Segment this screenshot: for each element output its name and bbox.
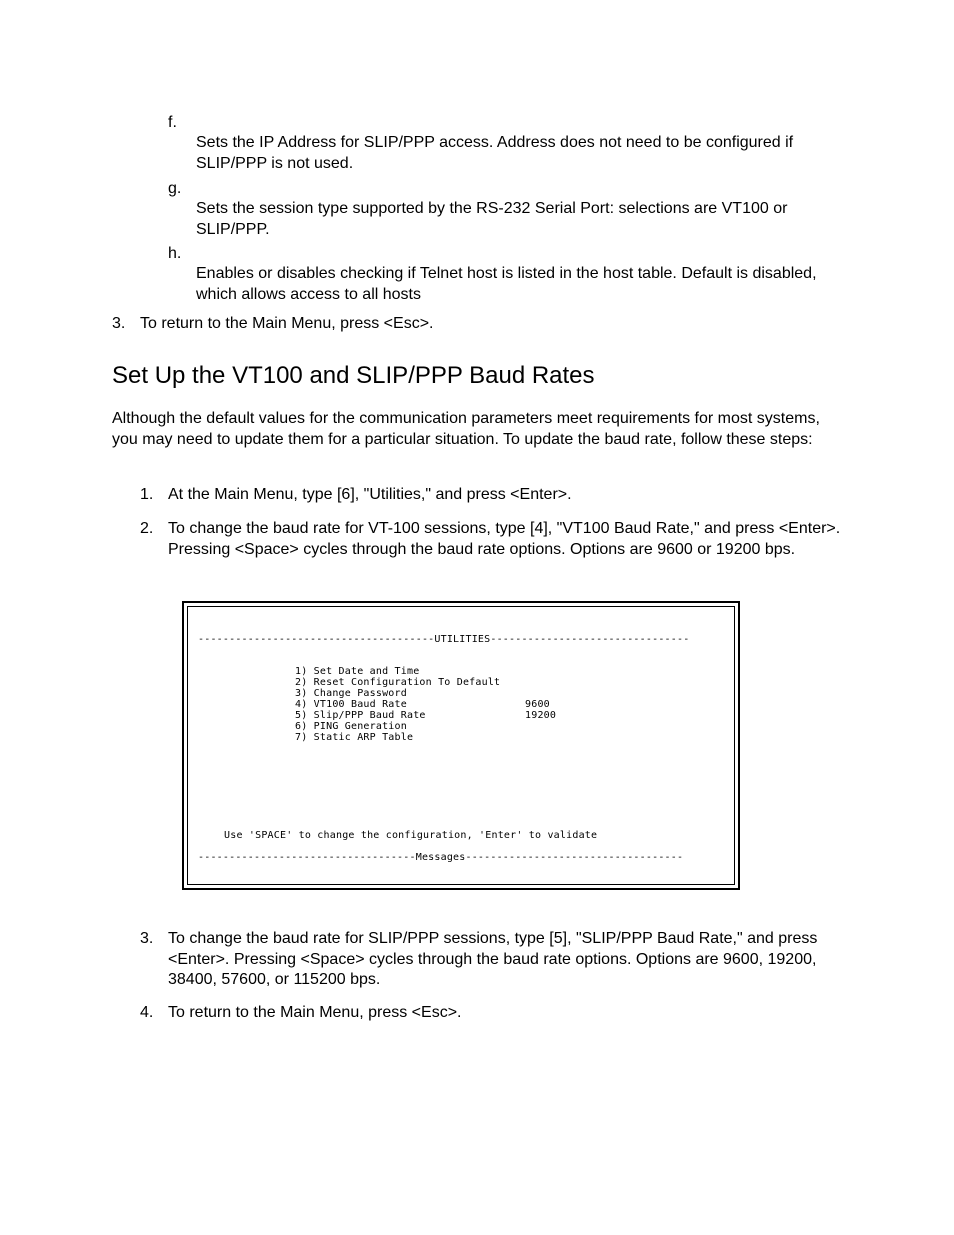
sublist-text-g: Sets the session type supported by the RS-232 Serial Port: selections are VT100 or SLIP/PPP. [196, 200, 788, 238]
sublist-letter-g: g. [168, 180, 182, 197]
slip-ppp-baud-value: 19200 [525, 710, 557, 721]
step-text: To change the baud rate for VT-100 sessions, type [4], "VT100 Baud Rate," and press <Enter>. Pressing <Space> cycles through the baud rate options. Options are 9600 or 19200 bps. [168, 520, 841, 558]
step-number: 3. [140, 930, 154, 947]
step-number: 4. [140, 1004, 154, 1021]
step-number: 1. [140, 486, 154, 503]
terminal-screenshot [182, 601, 740, 890]
intro-paragraph: Although the default values for the communication parameters meet requirements for most systems, you may need to update them for a particular situation. To update the baud rate, follow these steps: [112, 410, 820, 448]
sublist-text-f: Sets the IP Address for SLIP/PPP access. Address does not need to be configured if SLIP/PPP is not used. [196, 134, 794, 172]
terminal-header-rule: --------------------------------------UTILITIES-------------------------------- [198, 634, 690, 645]
vt100-baud-value: 9600 [525, 699, 550, 710]
menu-item-static-arp-table: 7) Static ARP Table [295, 732, 414, 743]
terminal-messages-rule: -----------------------------------Messages----------------------------------- [198, 852, 684, 863]
menu-item-vt100-baud: 4) VT100 Baud Rate [295, 699, 407, 710]
step-number: 3. [112, 315, 126, 332]
menu-item-slip-ppp-baud: 5) Slip/PPP Baud Rate [295, 710, 426, 721]
step-text: To return to the Main Menu, press <Esc>. [140, 315, 434, 332]
utilities-menu [188, 666, 728, 746]
menu-item-ping-generation: 6) PING Generation [295, 721, 407, 732]
menu-item-change-password: 3) Change Password [295, 688, 407, 699]
terminal-frame [187, 606, 735, 885]
step-text: At the Main Menu, type [6], "Utilities," and press <Enter>. [168, 486, 572, 503]
step-text: To return to the Main Menu, press <Esc>. [168, 1004, 462, 1021]
terminal-instruction: Use 'SPACE' to change the configuration, 'Enter' to validate [224, 830, 598, 841]
menu-item-reset-config: 2) Reset Configuration To Default [295, 677, 501, 688]
step-number: 2. [140, 520, 154, 537]
sublist-letter-h: h. [168, 245, 182, 262]
sublist-text-h: Enables or disables checking if Telnet host is listed in the host table. Default is disabled, which allows access to all hosts [196, 265, 817, 303]
menu-item-set-date-time: 1) Set Date and Time [295, 666, 420, 677]
step-text: To change the baud rate for SLIP/PPP sessions, type [5], "SLIP/PPP Baud Rate," and press <Enter>. Pressing <Space> cycles through the baud rate options. Options are 9600, 19200, 38400, 57600, or 115200 bps. [168, 930, 818, 988]
sublist-letter-f: f. [168, 114, 177, 131]
section-heading: Set Up the VT100 and SLIP/PPP Baud Rates [112, 362, 595, 389]
